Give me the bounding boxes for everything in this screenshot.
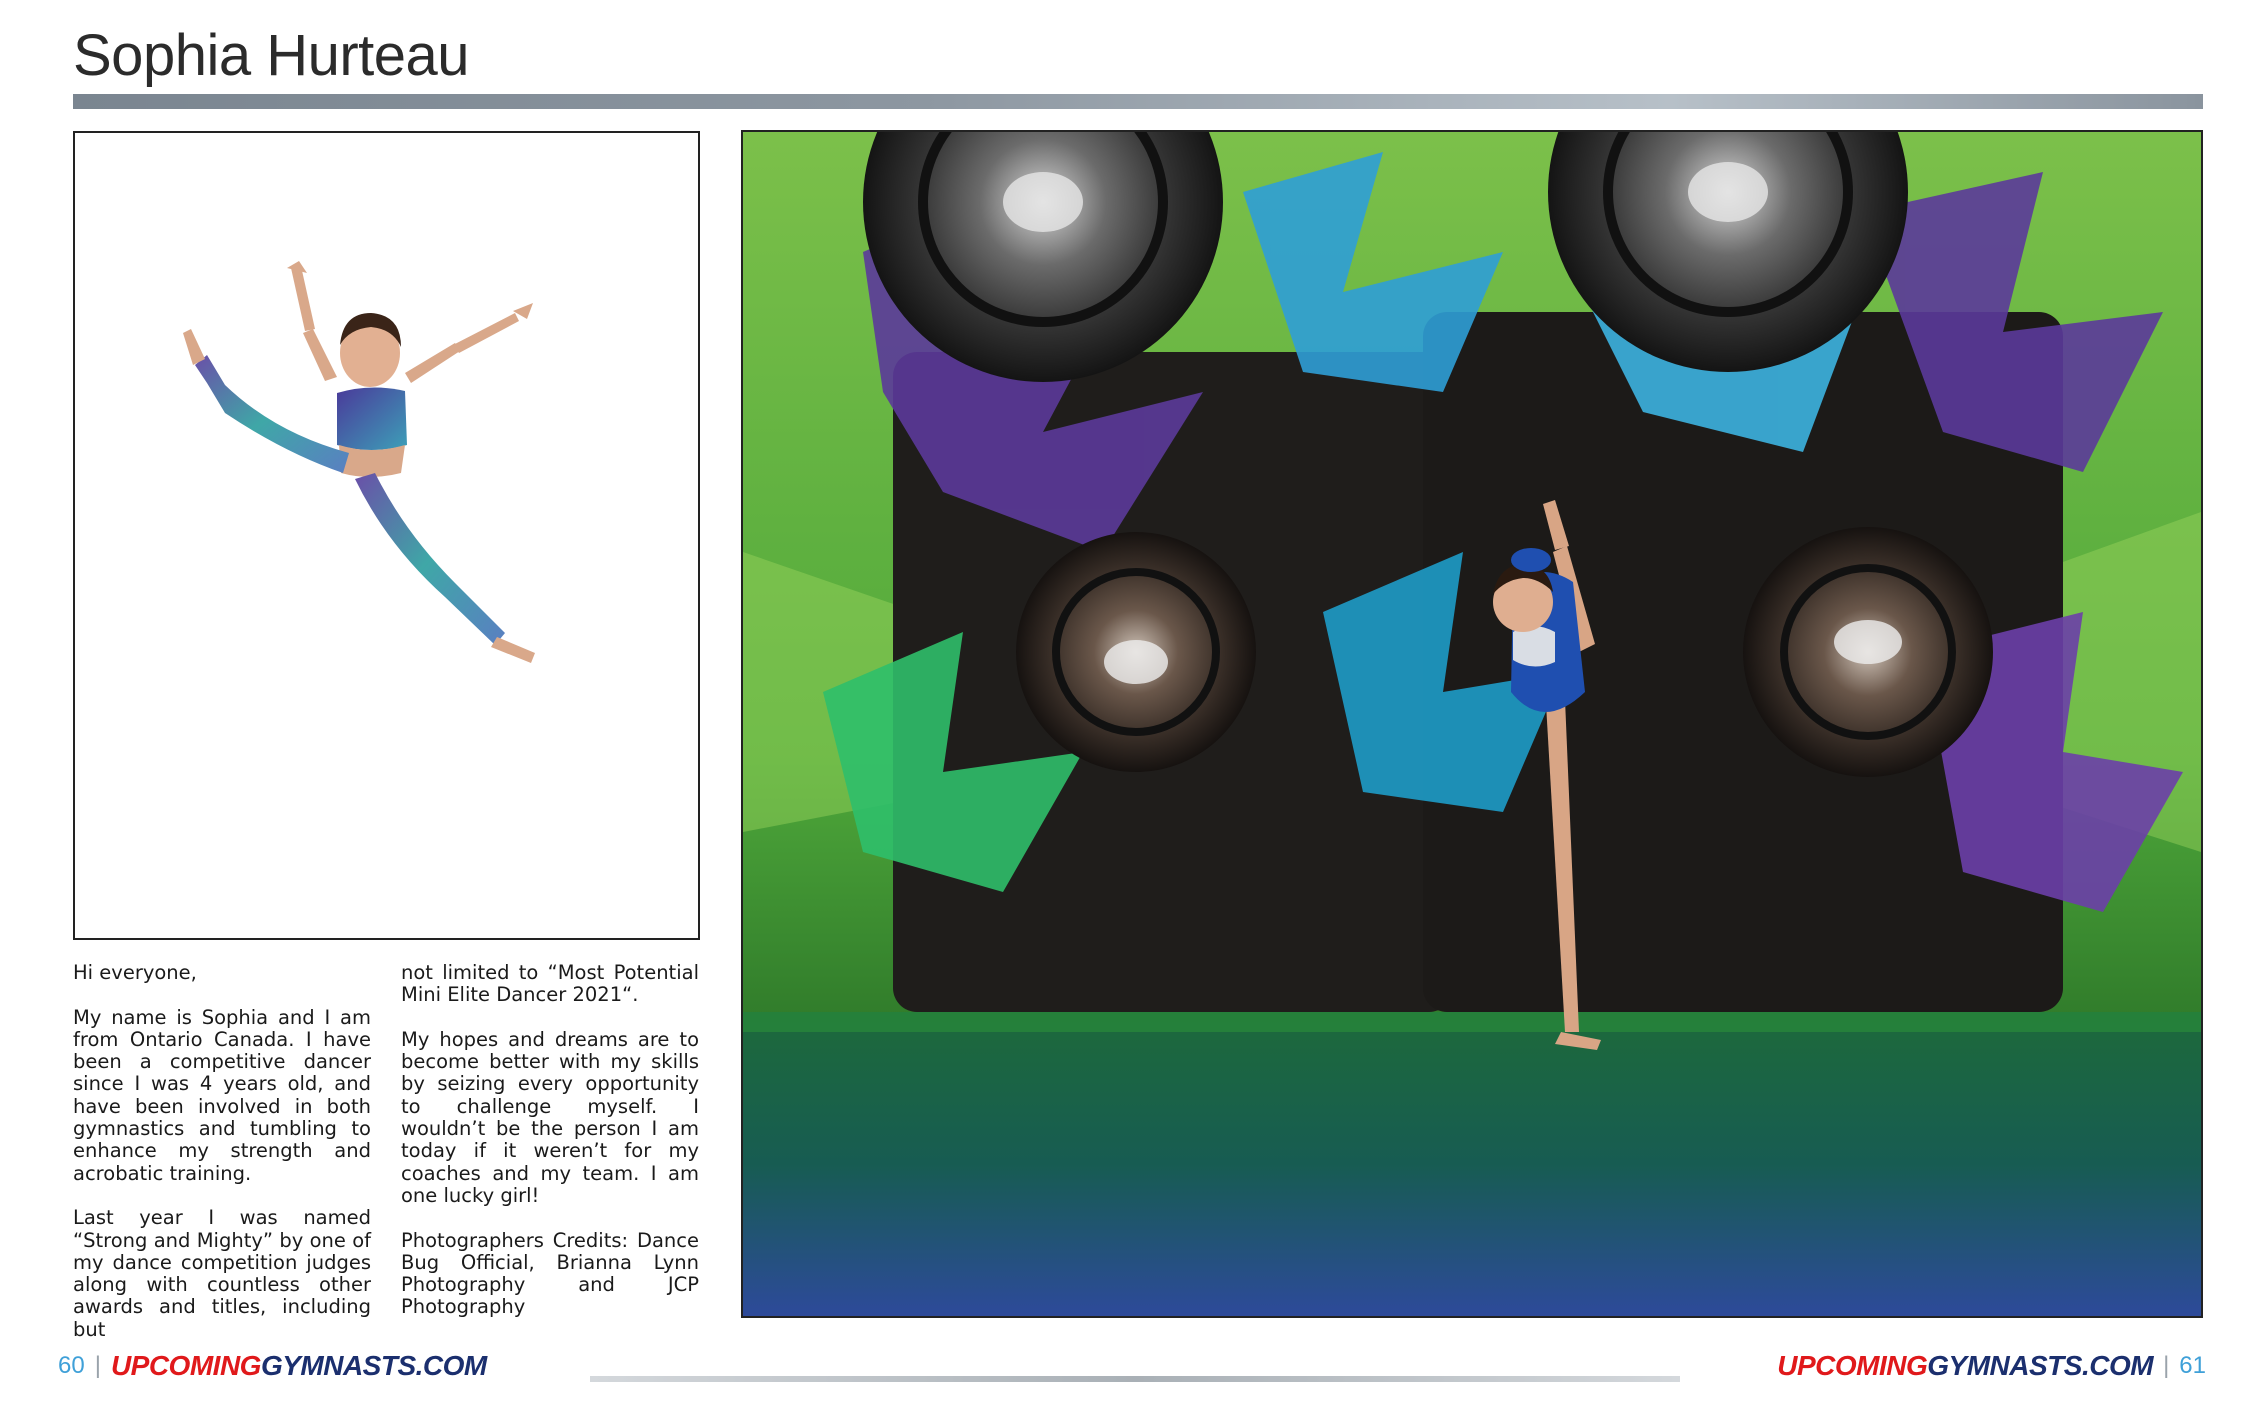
page-number-right: 61 <box>2179 1352 2206 1379</box>
article-column-2 <box>401 962 699 1341</box>
article-paragraph: Photographers Credits: Dance Bug Official, Brianna Lynn Photography and JCP Photography <box>401 1228 699 1319</box>
page-number-left: 60 <box>58 1352 85 1379</box>
page-number-separator: | <box>94 1352 101 1379</box>
footer-right <box>1777 1348 2206 1384</box>
stage-dancer-photo <box>741 130 2203 1318</box>
brand-part-gymnasts: GYMNASTS.COM <box>1927 1350 2154 1381</box>
page-number-separator: | <box>2163 1352 2170 1379</box>
page-title: Sophia Hurteau <box>73 23 470 88</box>
title-divider-bar <box>73 94 2203 109</box>
brand-logo-right[interactable] <box>1777 1350 2153 1382</box>
leaping-dancer-photo <box>73 131 700 940</box>
article-paragraph: Last year I was named “Strong and Mighty” by one of my dance competition judges along with countless other awards and titles, including but <box>73 1206 371 1341</box>
stage-scene-illustration <box>743 132 2201 1316</box>
article-column-1 <box>73 962 371 1363</box>
footer-divider <box>590 1376 1680 1382</box>
article-paragraph: My hopes and dreams are to become better with my skills by seizing every opportunity to challenge myself. I wouldn’t be the person I am today if it weren’t for my coaches and my team. I am one lucky girl! <box>401 1027 699 1207</box>
brand-part-upcoming: UPCOMING <box>1777 1350 1928 1381</box>
brand-part-upcoming: UPCOMING <box>110 1350 261 1381</box>
leaping-dancer-illustration <box>75 133 698 938</box>
article-paragraph: Hi everyone, <box>73 961 197 984</box>
footer-left <box>58 1348 487 1384</box>
brand-part-gymnasts: GYMNASTS.COM <box>260 1350 487 1381</box>
article-paragraph: My name is Sophia and I am from Ontario Canada. I have been a competitive dancer since I was 4 years old, and have been involved in both gymnastics and tumbling to enhance my strength and acrobatic training. <box>73 1005 371 1185</box>
brand-logo-left[interactable] <box>111 1350 487 1382</box>
article-paragraph: not limited to “Most Potential Mini Elite Dancer 2021“. <box>401 961 699 1007</box>
